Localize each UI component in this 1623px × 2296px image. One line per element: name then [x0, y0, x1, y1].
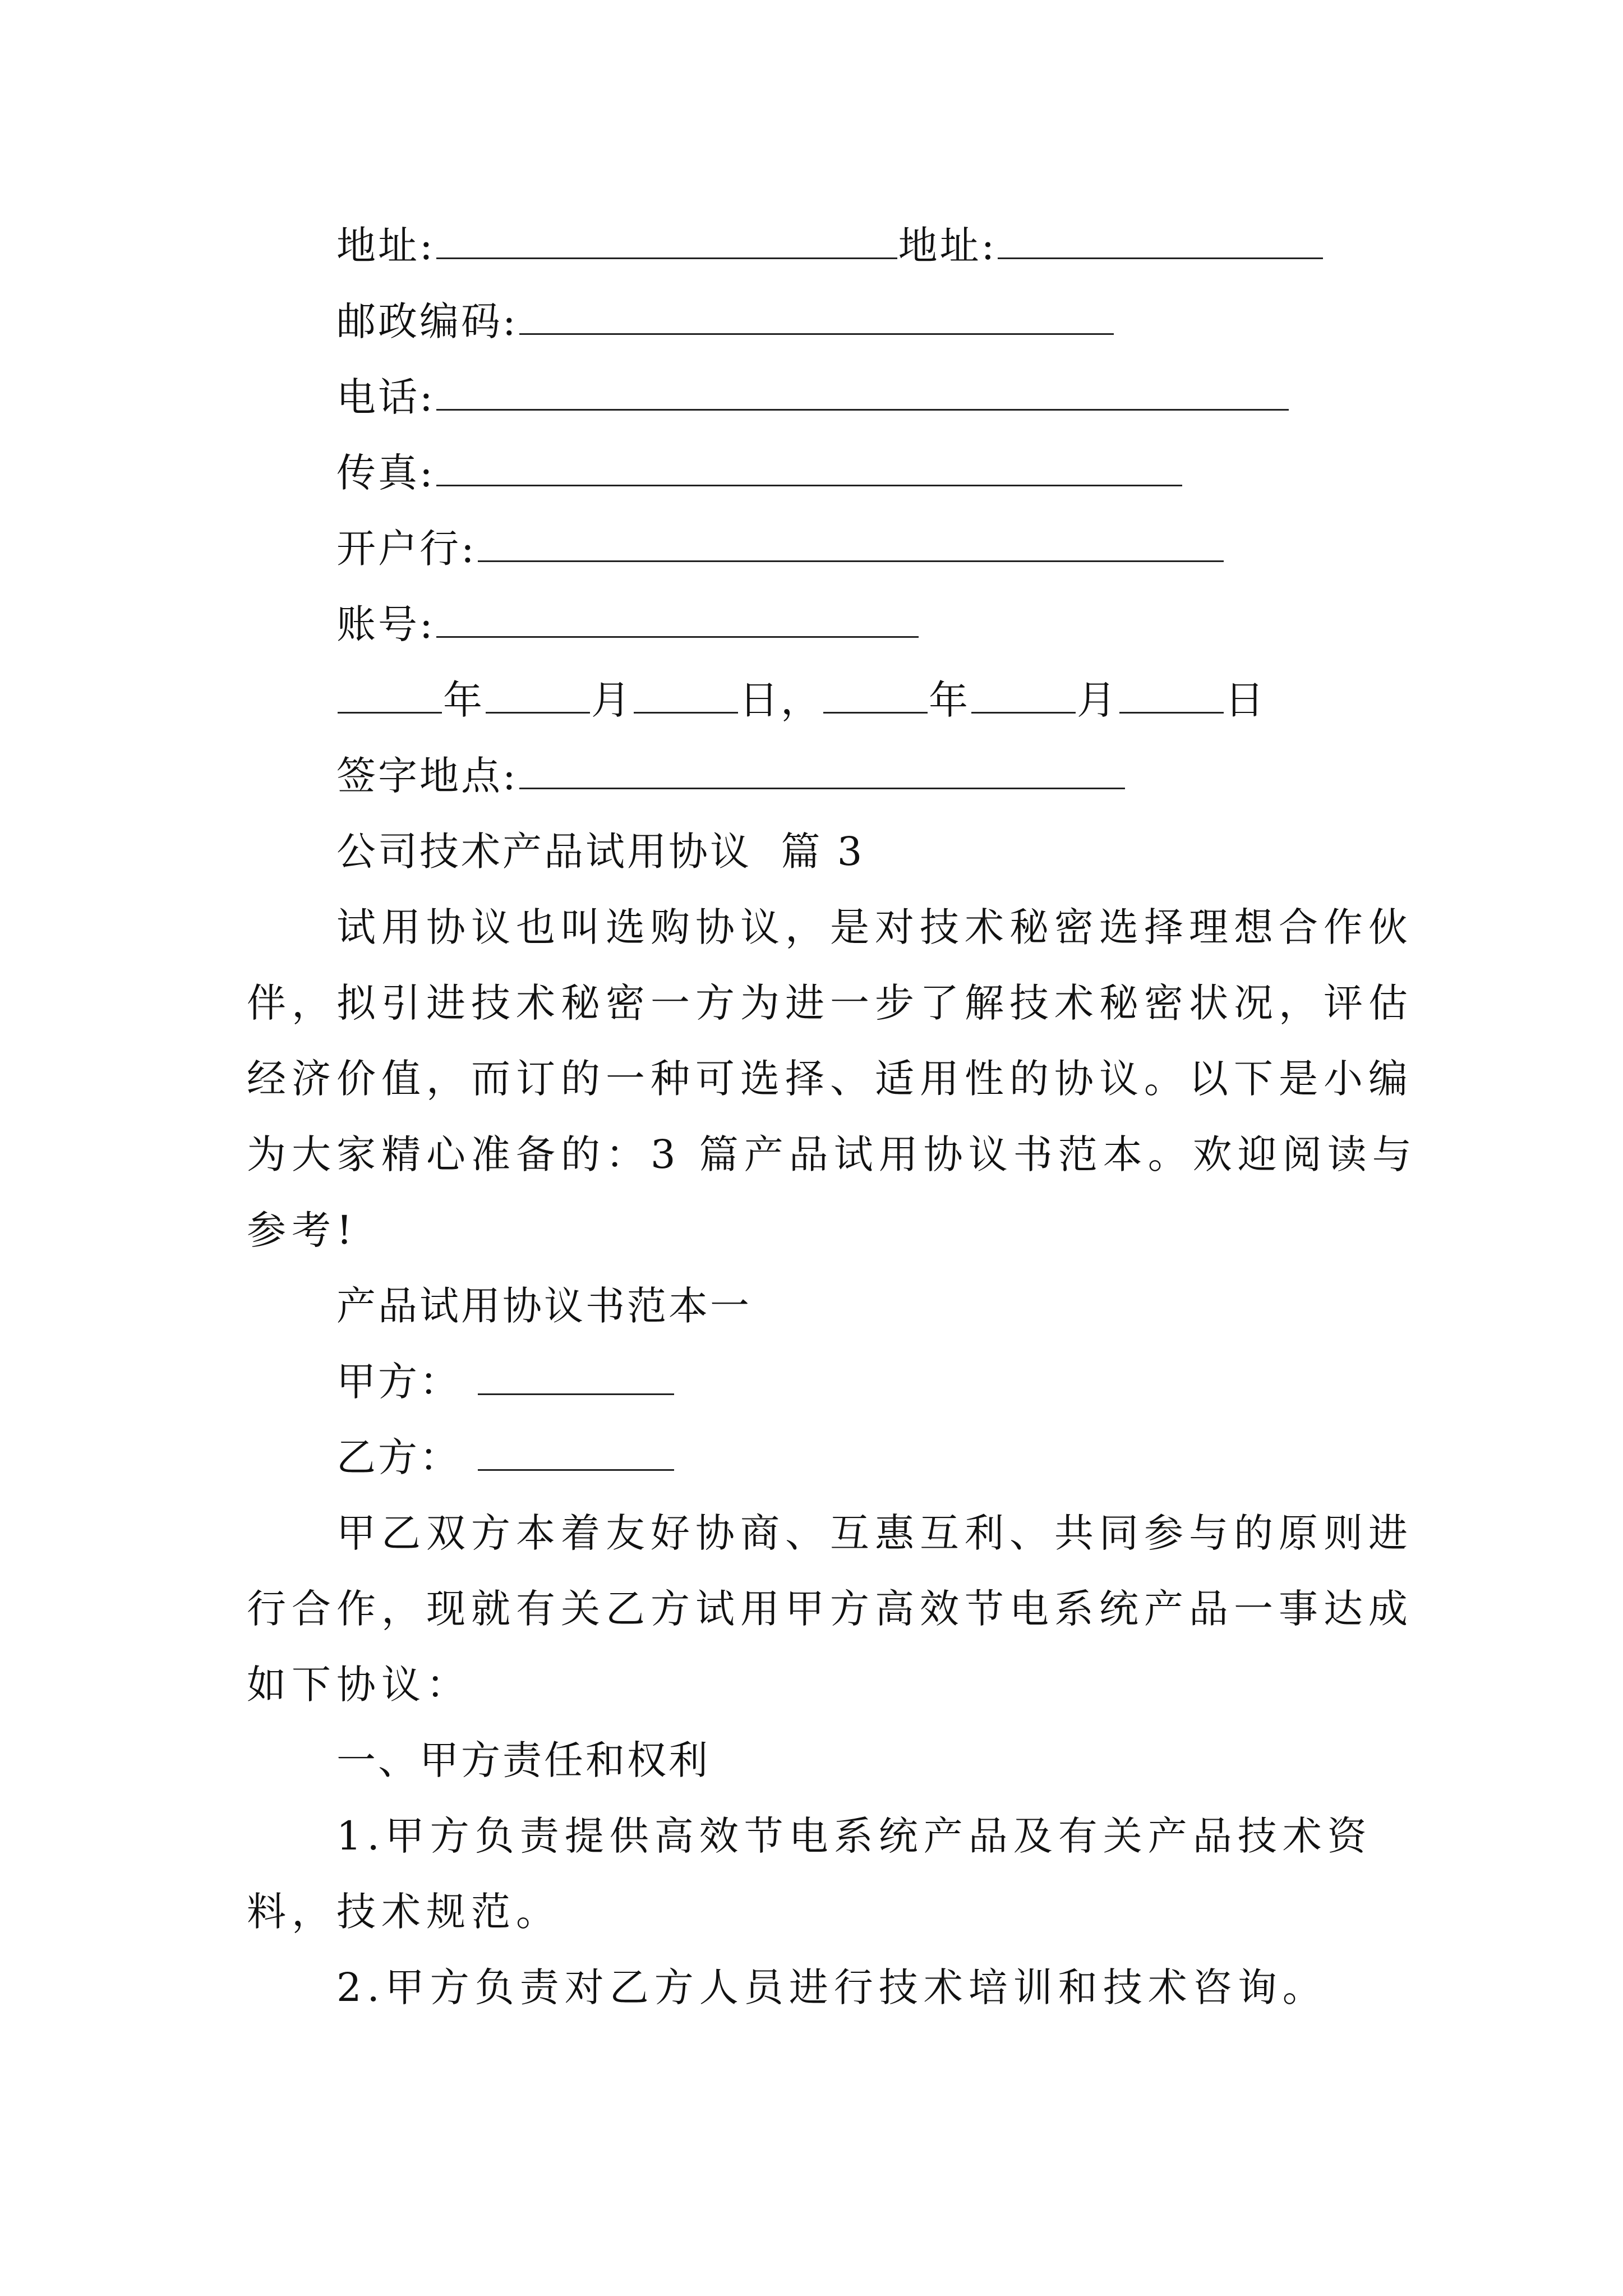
party-a-blank	[478, 1359, 674, 1395]
month-blank-2	[971, 677, 1076, 714]
address-label-right: 地址:	[898, 223, 997, 269]
intro-paragraph-line: 伴，拟引进技术秘密一方为进一步了解技术秘密状况，评估	[247, 980, 1413, 1026]
signing-place-label: 签字地点:	[336, 753, 518, 799]
clause-1-line: 1.甲方负责提供高效节电系统产品及有关产品技术资	[336, 1813, 1372, 1859]
month-blank-1	[486, 677, 590, 714]
intro-paragraph-line: 经济价值，而订的一种可选择、适用性的协议。以下是小编	[247, 1056, 1413, 1102]
signing-place-blank	[519, 753, 1125, 789]
clause-1-line: 料，技术规范。	[247, 1889, 561, 1935]
party-a-row	[336, 1354, 675, 1410]
phone-blank	[436, 374, 1289, 411]
bank-blank	[478, 526, 1224, 562]
intro-paragraph-line: 参考!	[247, 1207, 358, 1253]
day-blank-2	[1119, 677, 1224, 714]
bank-label: 开户行:	[336, 526, 477, 572]
account-label: 账号:	[336, 601, 435, 647]
fax-label: 传真:	[336, 450, 435, 496]
day-label-2: 日	[1225, 677, 1266, 723]
address-blank-right	[998, 223, 1323, 259]
address-row	[336, 218, 1324, 274]
year-blank-1	[338, 677, 442, 714]
signing-place-row	[336, 748, 1126, 804]
address-blank-left	[436, 223, 897, 259]
party-b-blank	[478, 1434, 674, 1471]
account-blank	[436, 601, 919, 638]
fax-row	[336, 445, 1183, 501]
year-blank-2	[823, 677, 928, 714]
day-blank-1	[634, 677, 738, 714]
address-label-left: 地址:	[336, 223, 435, 269]
postal-code-label: 邮政编码:	[336, 298, 518, 344]
phone-row	[336, 369, 1290, 425]
agreement-paragraph-line: 甲乙双方本着友好协商、互惠互利、共同参与的原则进	[336, 1510, 1413, 1556]
agreement-paragraph-line: 如下协议：	[247, 1662, 471, 1708]
date-row	[336, 672, 1266, 728]
phone-label: 电话:	[336, 374, 435, 420]
intro-paragraph-line: 为大家精心准备的：3 篇产品试用协议书范本。欢迎阅读与	[247, 1131, 1417, 1177]
party-a-label: 甲方：	[336, 1359, 461, 1405]
year-label-2: 年	[929, 677, 970, 723]
clause-2-line: 2.甲方负责对乙方人员进行技术培训和技术咨询。	[336, 1964, 1327, 2010]
agreement-paragraph-line: 行合作，现就有关乙方试用甲方高效节电系统产品一事达成	[247, 1586, 1413, 1632]
account-row	[336, 596, 920, 652]
sample-title: 产品试用协议书范本一	[336, 1283, 751, 1329]
year-label-1: 年	[443, 677, 485, 723]
fax-blank	[436, 450, 1182, 486]
responsibility-heading: 一、甲方责任和权利	[336, 1737, 710, 1783]
party-b-label: 乙方：	[336, 1434, 461, 1480]
postal-code-row	[336, 293, 1115, 349]
bank-row	[336, 521, 1225, 577]
section-title: 公司技术产品试用协议 篇 3	[336, 829, 865, 875]
postal-code-blank	[519, 298, 1114, 335]
party-b-row	[336, 1429, 675, 1485]
day-label-1: 日，	[739, 677, 822, 723]
month-label-1: 月	[591, 677, 633, 723]
month-label-2: 月	[1077, 677, 1118, 723]
intro-paragraph-line: 试用协议也叫选购协议，是对技术秘密选择理想合作伙	[336, 904, 1413, 950]
